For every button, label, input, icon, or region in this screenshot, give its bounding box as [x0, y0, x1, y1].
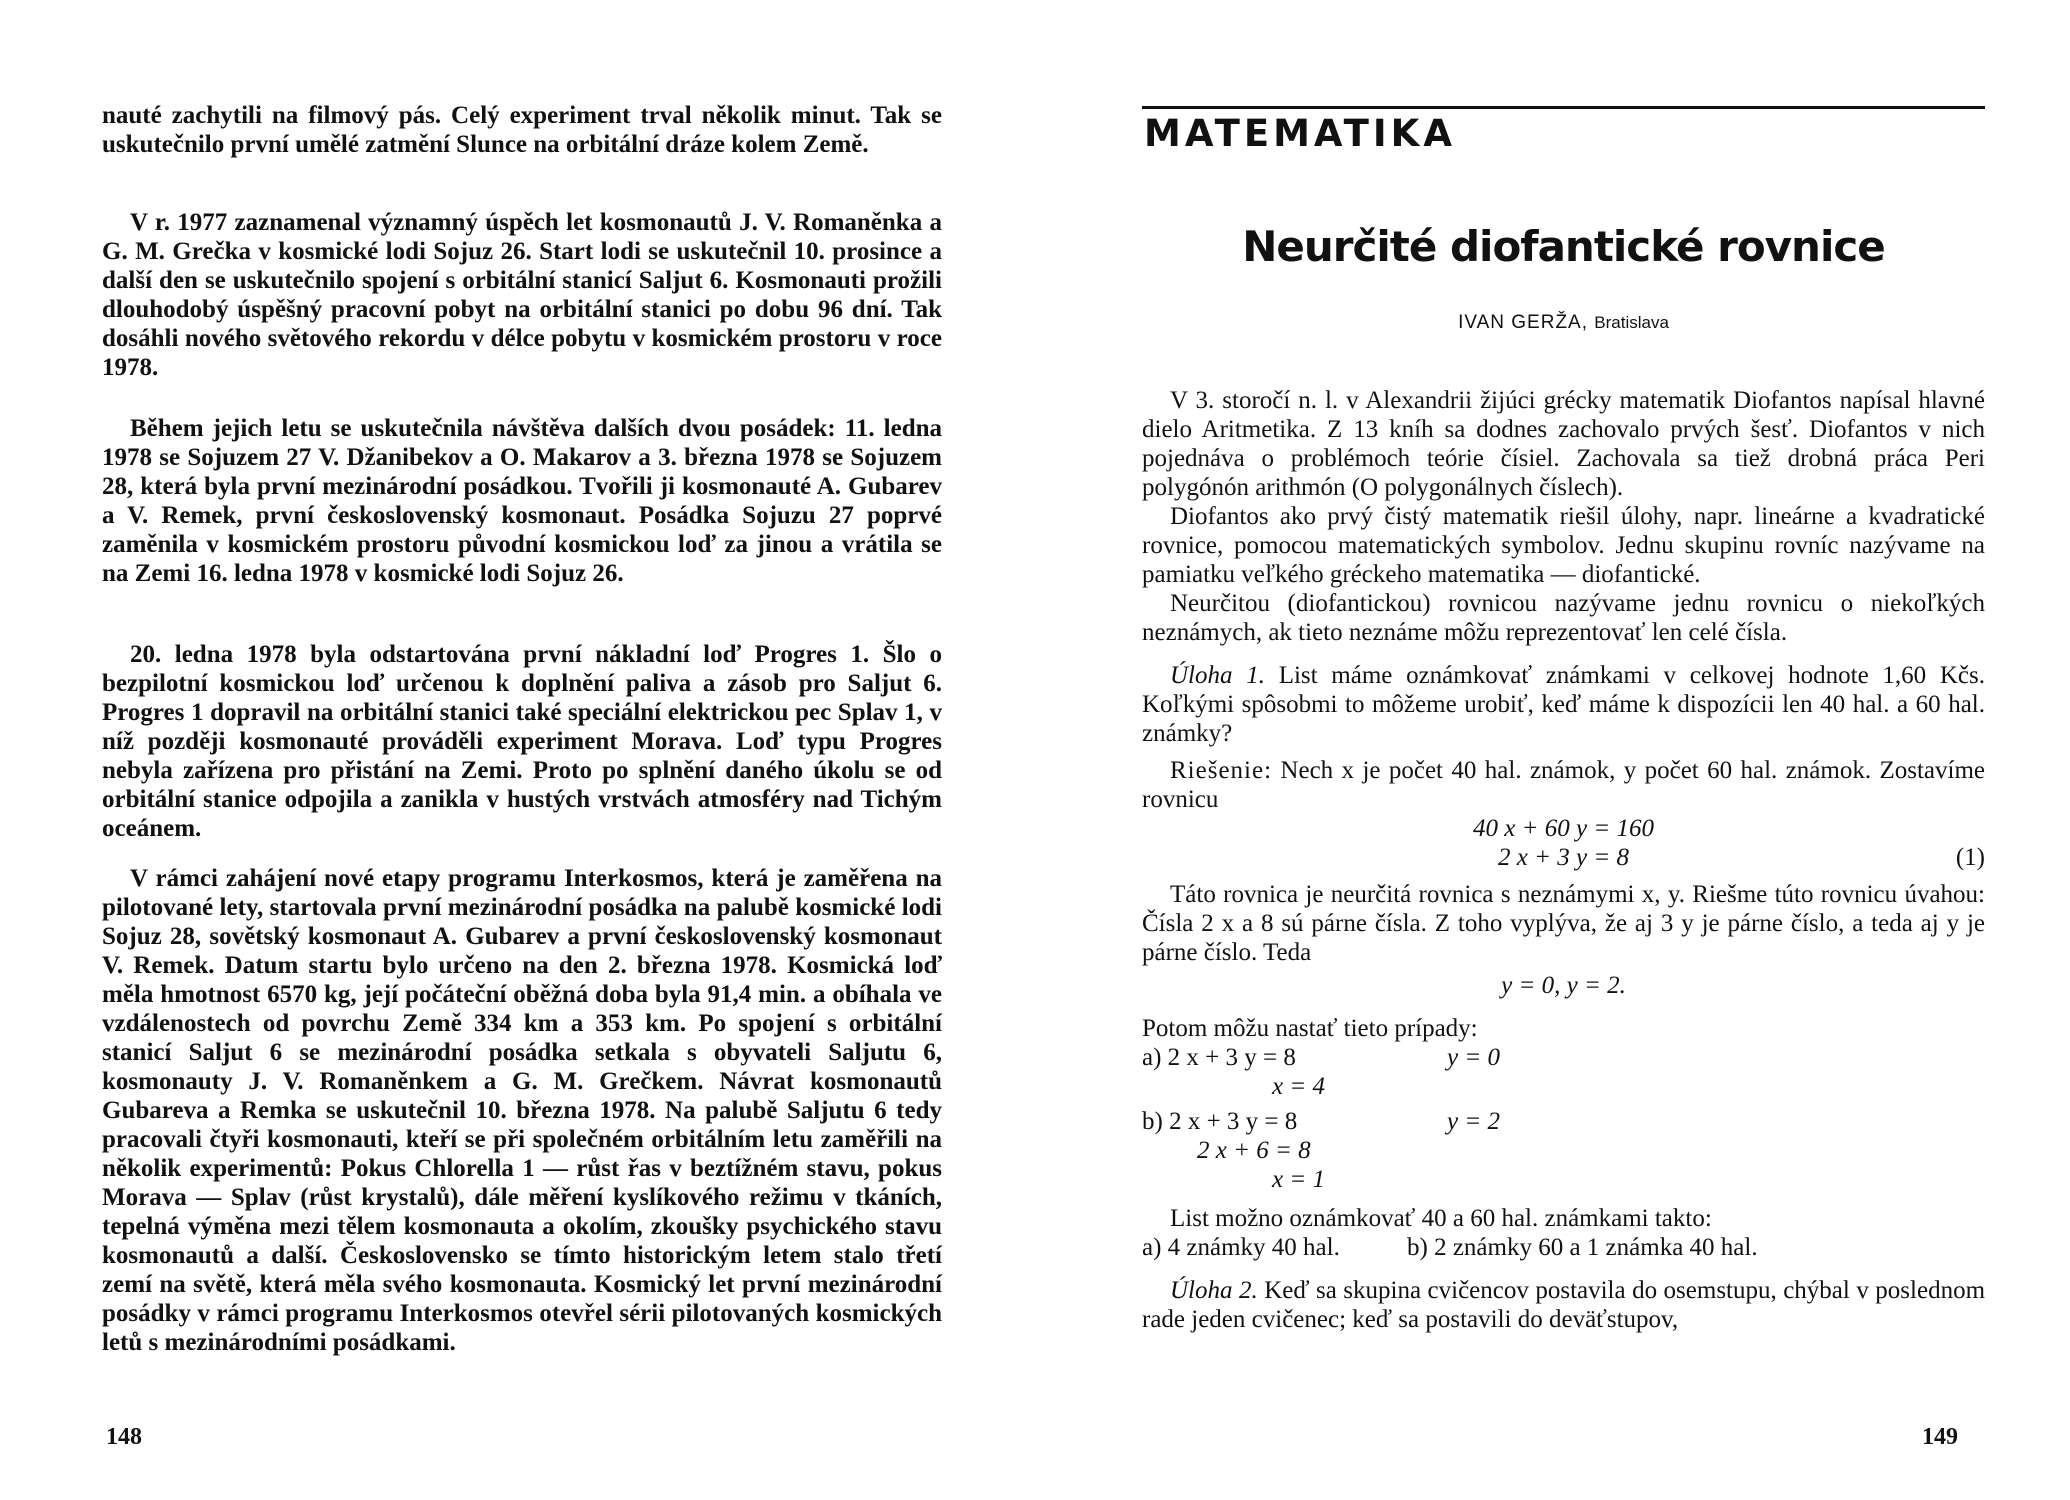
- case-b-result: x = 1: [1272, 1166, 1325, 1193]
- case-b-step: 2 x + 6 = 8: [1197, 1137, 1311, 1164]
- task-2-text: Keď sa skupina cvičencov postavila do osemstupu, chýbal v poslednom rade jeden cvičenec; keď sa postavili do deväťstupov,: [1142, 1277, 1986, 1333]
- intro-paragraph-3: Neurčitou (diofantickou) rovnicou nazývame jednu rovnicu o niekoľkých neznámych, ak tieto neznáme môžu reprezentovať len celé čísla.: [1142, 590, 1985, 646]
- task-1-text: List máme oznámkovať známkami v celkovej hodnote 1,60 Kčs. Koľkými spôsobmi to môžeme urobiť, keď máme k dispozícii len 40 hal. a 60 hal. známky?: [1142, 662, 1986, 747]
- left-paragraph-4: 20. ledna 1978 byla odstartována první nákladní loď Progres 1. Šlo o bezpilotní kosmickou loď určenou k doplnění paliva a zásob pro Saljut 6. Progres 1 dopravil na orbitální stanici také speciální elektrickou pec Splav 1, v níž později kosmonauté prováděli experiment Morava. Loď typu Progres nebyla zařízena pro přistání na Zemi. Proto po splnění daného úkolu se od orbitální stanice odpojila a zanikla v hustých vrstvách atmosféry nad Tichým oceánem.: [102, 641, 942, 842]
- case-b-condition: y = 2: [1447, 1108, 1500, 1135]
- article-title: Neurčité diofantické rovnice: [1242, 222, 1885, 271]
- left-paragraph-3: Během jejich letu se uskutečnila návštěva dalších dvou posádek: 11. ledna 1978 se Sojuzem 27 V. Džanibekov a O. Makarov a 3. března 1978 se Sojuzem 28, která byla první mezinárodní posádkou. Tvořili ji kosmonauté A. Gubarev a V. Remek, první československý kosmonaut. Posádka Sojuzu 27 poprvé zaměnila v kosmickém prostoru původní kosmickou loď za jinou a vrátila se na Zemi 16. ledna 1978 v kosmické lodi Sojuz 26.: [102, 415, 942, 587]
- result-intro: List možno oznámkovať 40 a 60 hal. známkami takto:: [1170, 1205, 1712, 1232]
- section-heading: MATEMATIKA: [1144, 112, 1456, 155]
- intro-paragraph-2: Diofantos ako prvý čistý matematik riešil úlohy, napr. lineárne a kvadratické rovnice, pomocou matematických symbolov. Jednu skupinu rovníc nazývame na pamiatku veľkého gréckeho matematika — diofantické.: [1142, 503, 1985, 588]
- page-number-right: 149: [1922, 1424, 1958, 1450]
- equation-2: 2 x + 3 y = 8: [1498, 844, 1629, 871]
- solution-label: Riešenie:: [1170, 757, 1273, 784]
- task-1-label: Úloha 1.: [1170, 662, 1265, 689]
- case-a-row-1: [1142, 1043, 1985, 1072]
- task-2-label: Úloha 2.: [1170, 1277, 1258, 1304]
- equation-y: y = 0, y = 2.: [1501, 972, 1626, 999]
- task-2: [1142, 1276, 1985, 1334]
- equation-2-row: [1142, 843, 1985, 872]
- analysis-paragraph: Táto rovnica je neurčitá rovnica s neznámymi x, y. Riešme túto rovnicu úvahou: Čísla 2 x a 8 sú párne čísla. Z toho vyplýva, že aj 3 y je párne číslo, a teda aj y je párne číslo. Teda: [1142, 881, 1985, 966]
- left-paragraph-1: nauté zachytili na filmový pás. Celý experiment trval několik minut. Tak se uskutečnilo první umělé zatmění Slunce na orbitální dráze kolem Země.: [102, 102, 942, 158]
- case-a-result: x = 4: [1272, 1073, 1325, 1100]
- case-b-row-2: [1142, 1136, 1985, 1165]
- section-rule: [1142, 106, 1985, 109]
- cases-intro: Potom môžu nastať tieto prípady:: [1142, 1015, 1478, 1042]
- solution-text: Nech x je počet 40 hal. známok, y počet 60 hal. známok. Zostavíme rovnicu: [1142, 757, 1985, 813]
- case-b-equation: b) 2 x + 3 y = 8: [1142, 1108, 1298, 1135]
- right-page: [1035, 0, 2070, 1500]
- equation-1: 40 x + 60 y = 160: [1473, 815, 1654, 842]
- case-a-equation: a) 2 x + 3 y = 8: [1142, 1044, 1296, 1071]
- result-a: a) 4 známky 40 hal.: [1142, 1234, 1340, 1261]
- page-number-left: 148: [106, 1424, 142, 1450]
- task-1: [1142, 661, 1985, 748]
- case-a-condition: y = 0: [1447, 1044, 1500, 1071]
- intro-paragraph-1: V 3. storočí n. l. v Alexandrii žijúci grécky matematik Diofantos napísal hlavné dielo Aritmetika. Z 13 kníh sa dodnes zachovalo prvých šesť. Diofantos v nich pojednáva o problémoch teórie čísiel. Zachovala sa tiež drobná práca Peri polygónón arithmón (O polygonálnych číslech).: [1142, 387, 1985, 501]
- case-b-row-1: [1142, 1107, 1985, 1136]
- solution: [1142, 756, 1985, 814]
- result-b: b) 2 známky 60 a 1 známka 40 hal.: [1407, 1234, 1758, 1261]
- result-row: [1142, 1233, 1985, 1262]
- left-paragraph-2: V r. 1977 zaznamenal významný úspěch let kosmonautů J. V. Romaněnka a G. M. Grečka v kosmické lodi Sojuz 26. Start lodi se uskutečnil 10. prosince a další den se uskutečnilo spojení s orbitální stanicí Saljut 6. Kosmonauti prožili dlouhodobý úspěšný pracovní pobyt na orbitální stanici po dobu 96 dní. Tak dosáhli nového světového rekordu v délce pobytu v kosmickém prostoru v roce 1978.: [102, 209, 942, 381]
- case-a-row-2: [1142, 1072, 1985, 1101]
- case-b-row-3: [1142, 1165, 1985, 1194]
- author-name: IVAN GERŽA,: [1458, 312, 1589, 333]
- left-paragraph-5: V rámci zahájení nové etapy programu Interkosmos, která je zaměřena na pilotované lety, startovala první mezinárodní posádka na palubě kosmické lodi Sojuz 28, sovětský kosmonaut A. Gubarev a první československý kosmonaut V. Remek. Datum startu bylo určeno na den 2. března 1978. Kosmická loď měla hmotnost 6570 kg, její počáteční oběžná doba byla 91,4 min. a obíhala ve vzdálenostech od povrchu Země 334 km a 353 km. Po spojení s orbitální stanicí Saljut 6 se mezinárodní posádka setkala s obyvateli Saljutu 6, kosmonauty J. V. Romaněnkem a G. M. Grečkem. Návrat kosmonautů Gubareva a Remka se uskutečnil 10. března 1978. Na palubě Saljutu 6 tedy pracovali čtyři kosmonauti, kteří se při společném orbitálním letu zaměřili na několik experimentů: Pokus Chlorella 1 — růst řas v beztížném stavu, pokus Morava — Splav (růst krystalů), dále měření kyslíkového režimu v tkáních, tepelná výměna mezi tělem kosmonauta a okolím, zkoušky psychického stavu kosmonautů a další. Československo se tímto historickým letem stalo třetí zemí na světě, která měla svého kosmonauta. Kosmický let první mezinárodní posádky v rámci programu Interkosmos otevřel sérii pilotovaných kosmických letů s mezinárodními posádkami.: [102, 865, 942, 1356]
- author-line: [1142, 312, 1985, 334]
- author-place: Bratislava: [1594, 313, 1669, 332]
- intro-block: [1142, 386, 1985, 1334]
- equation-number: (1): [1955, 844, 1985, 871]
